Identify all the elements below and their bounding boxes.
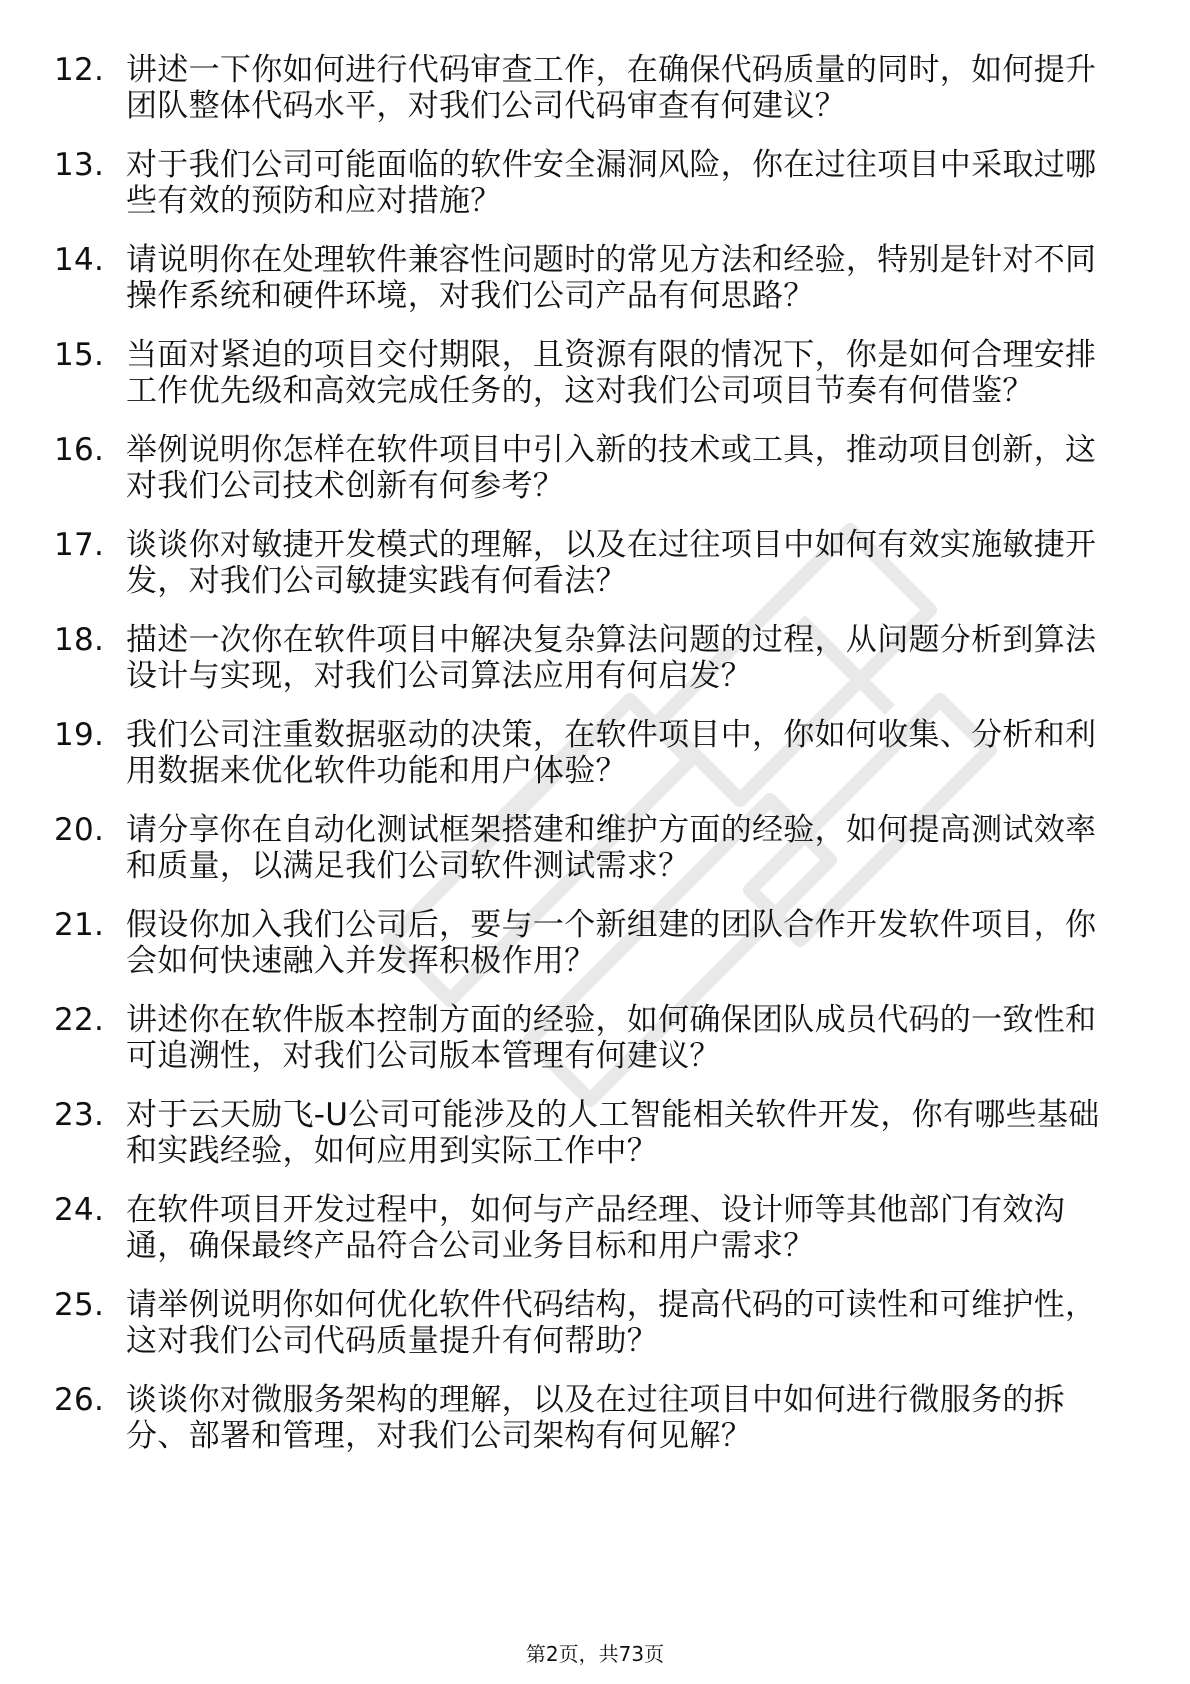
question-text: 描述一次你在软件项目中解决复杂算法问题的过程，从问题分析到算法设计与实现，对我们公司算法应用有何启发？: [126, 622, 1097, 694]
question-number: 17.: [54, 527, 105, 563]
question-item-22: [0, 1002, 1190, 1074]
question-list: [0, 52, 1190, 1477]
question-number: 25.: [54, 1287, 105, 1323]
question-text: 请举例说明你如何优化软件代码结构，提高代码的可读性和可维护性，这对我们公司代码质量提升有何帮助？: [126, 1287, 1097, 1359]
question-number: 20.: [54, 812, 105, 848]
question-number: 23.: [54, 1097, 105, 1133]
question-item-14: [0, 242, 1190, 314]
question-item-18: [0, 622, 1190, 694]
question-text: 讲述一下你如何进行代码审查工作，在确保代码质量的同时，如何提升团队整体代码水平，对我们公司代码审查有何建议？: [126, 52, 1097, 124]
question-number: 26.: [54, 1382, 105, 1418]
question-number: 12.: [54, 52, 105, 88]
question-text: 谈谈你对微服务架构的理解，以及在过往项目中如何进行微服务的拆分、部署和管理，对我们公司架构有何见解？: [126, 1382, 1065, 1454]
question-item-26: [0, 1382, 1190, 1454]
question-item-24: [0, 1192, 1190, 1264]
question-text: 在软件项目开发过程中，如何与产品经理、设计师等其他部门有效沟通，确保最终产品符合公司业务目标和用户需求？: [126, 1192, 1065, 1264]
question-item-23: [0, 1097, 1190, 1169]
question-text: 讲述你在软件版本控制方面的经验，如何确保团队成员代码的一致性和可追溯性，对我们公司版本管理有何建议？: [126, 1002, 1097, 1074]
question-number: 13.: [54, 147, 105, 183]
question-number: 24.: [54, 1192, 105, 1228]
question-item-16: [0, 432, 1190, 504]
question-item-13: [0, 147, 1190, 219]
page-number-label: 第2页，共73页: [525, 1642, 665, 1666]
question-text: 对于我们公司可能面临的软件安全漏洞风险，你在过往项目中采取过哪些有效的预防和应对措施？: [126, 147, 1097, 219]
question-number: 22.: [54, 1002, 105, 1038]
question-number: 16.: [54, 432, 105, 468]
question-number: 21.: [54, 907, 105, 943]
question-number: 15.: [54, 337, 105, 373]
question-item-12: [0, 52, 1190, 124]
question-text: 谈谈你对敏捷开发模式的理解，以及在过往项目中如何有效实施敏捷开发，对我们公司敏捷实践有何看法？: [126, 527, 1097, 599]
question-number: 18.: [54, 622, 105, 658]
question-item-19: [0, 717, 1190, 789]
question-text: 我们公司注重数据驱动的决策，在软件项目中，你如何收集、分析和利用数据来优化软件功能和用户体验？: [126, 717, 1097, 789]
question-item-17: [0, 527, 1190, 599]
page-footer: [0, 1641, 1190, 1667]
question-text: 请分享你在自动化测试框架搭建和维护方面的经验，如何提高测试效率和质量，以满足我们公司软件测试需求？: [126, 812, 1097, 884]
question-number: 19.: [54, 717, 105, 753]
question-item-15: [0, 337, 1190, 409]
question-item-25: [0, 1287, 1190, 1359]
question-number: 14.: [54, 242, 105, 278]
question-text: 举例说明你怎样在软件项目中引入新的技术或工具，推动项目创新，这对我们公司技术创新有何参考？: [126, 432, 1097, 504]
question-text: 当面对紧迫的项目交付期限，且资源有限的情况下，你是如何合理安排工作优先级和高效完成任务的，这对我们公司项目节奏有何借鉴？: [126, 337, 1097, 409]
question-text: 请说明你在处理软件兼容性问题时的常见方法和经验，特别是针对不同操作系统和硬件环境，对我们公司产品有何思路？: [126, 242, 1097, 314]
question-text: 假设你加入我们公司后，要与一个新组建的团队合作开发软件项目，你会如何快速融入并发挥积极作用？: [126, 907, 1097, 979]
question-text: 对于云天励飞-U公司可能涉及的人工智能相关软件开发，你有哪些基础和实践经验，如何应用到实际工作中？: [126, 1097, 1100, 1169]
question-item-20: [0, 812, 1190, 884]
question-item-21: [0, 907, 1190, 979]
